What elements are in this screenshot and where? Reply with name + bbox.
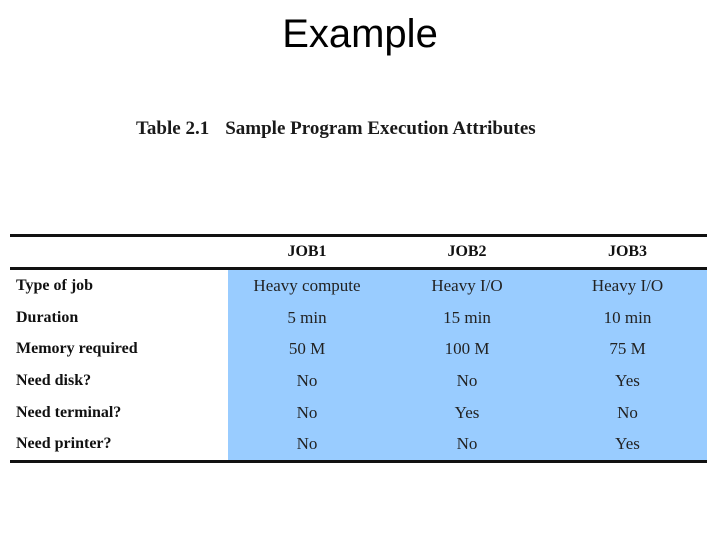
table-caption-text: Sample Program Execution Attributes bbox=[225, 118, 536, 139]
row-label: Need printer? bbox=[16, 435, 112, 453]
table-row-need-printer bbox=[10, 428, 707, 461]
table-cell: No bbox=[548, 397, 707, 429]
table-cell: Heavy compute bbox=[228, 269, 386, 302]
table-caption bbox=[136, 118, 536, 140]
table-row-memory-required bbox=[10, 333, 707, 365]
row-label: Need terminal? bbox=[16, 403, 122, 421]
header-job1: JOB1 bbox=[287, 243, 327, 260]
row-label: Type of job bbox=[16, 276, 94, 294]
row-label: Memory required bbox=[16, 340, 138, 358]
table-cell: No bbox=[228, 428, 386, 461]
table-cell: 5 min bbox=[228, 302, 386, 334]
table-cell: No bbox=[386, 365, 548, 397]
table-number: Table 2.1 bbox=[136, 118, 210, 139]
table-row-type-of-job bbox=[10, 269, 707, 302]
table-cell: Heavy I/O bbox=[548, 269, 707, 302]
attributes-table-container bbox=[10, 234, 707, 463]
table-cell: 100 M bbox=[386, 333, 548, 365]
table-cell: No bbox=[228, 365, 386, 397]
row-label: Duration bbox=[16, 308, 79, 326]
table-cell: 10 min bbox=[548, 302, 707, 334]
table-cell: Yes bbox=[386, 397, 548, 429]
header-job2: JOB2 bbox=[447, 243, 487, 260]
table-cell: 75 M bbox=[548, 333, 707, 365]
table-row-need-terminal bbox=[10, 397, 707, 429]
table-row-need-disk bbox=[10, 365, 707, 397]
attributes-table bbox=[10, 234, 707, 463]
table-cell: Yes bbox=[548, 428, 707, 461]
table-cell: No bbox=[386, 428, 548, 461]
row-label: Need disk? bbox=[16, 371, 92, 389]
table-cell: Yes bbox=[548, 365, 707, 397]
table-cell: No bbox=[228, 397, 386, 429]
table-cell: 50 M bbox=[228, 333, 386, 365]
table-cell: 15 min bbox=[386, 302, 548, 334]
table-cell: Heavy I/O bbox=[386, 269, 548, 302]
header-job3: JOB3 bbox=[607, 243, 648, 260]
table-header-row bbox=[10, 236, 707, 269]
header-empty bbox=[10, 236, 228, 269]
table-row-duration bbox=[10, 302, 707, 334]
slide-title: Example bbox=[282, 12, 438, 56]
